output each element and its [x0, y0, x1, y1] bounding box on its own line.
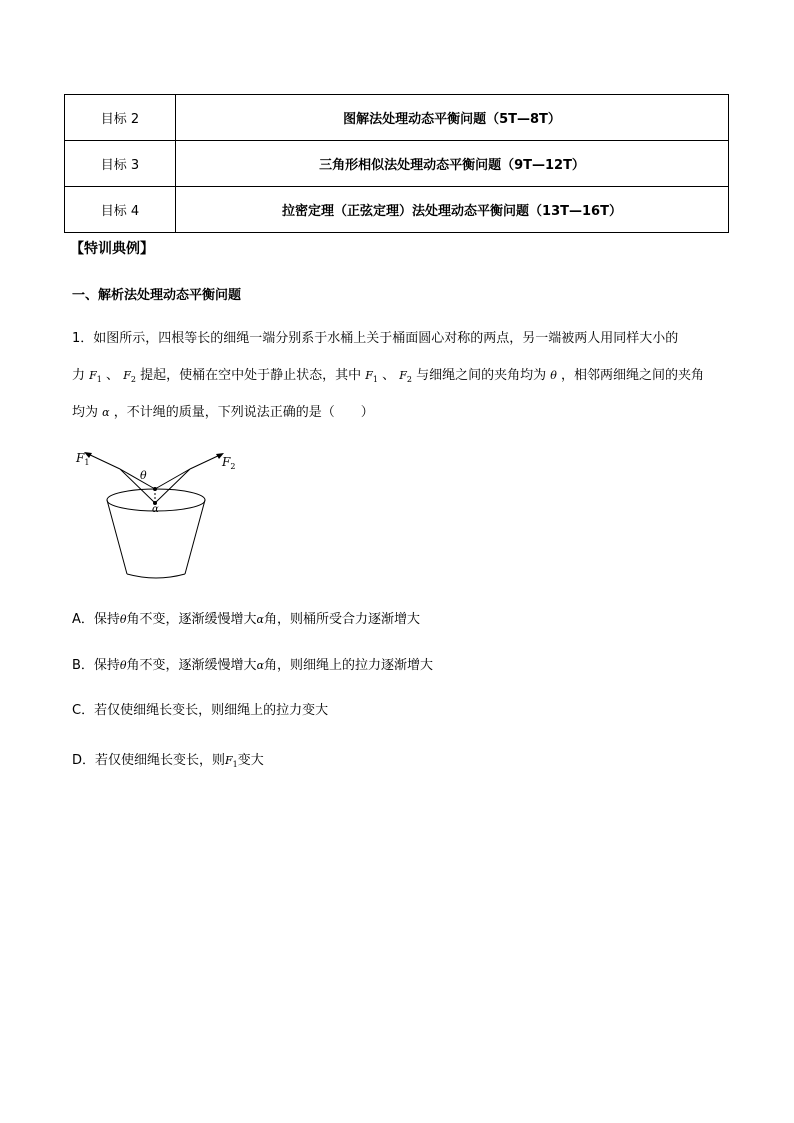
section-tag: 【特训典例】: [70, 241, 154, 257]
force-f2-arrow: [190, 454, 222, 469]
table-row: [65, 187, 729, 233]
symbol-f2: [123, 369, 136, 385]
question-text: 1．如图所示，四根等长的细绳一端分别系于水桶上关于桶面圆心对称的两点，另一端被两人用同样大小的: [72, 331, 679, 346]
symbol-theta: θ: [119, 613, 127, 626]
label-alpha: α: [152, 504, 159, 515]
goal-content: 三角形相似法处理动态平衡问题（9T—12T）: [176, 141, 729, 187]
symbol-alpha: α: [102, 406, 110, 419]
option-text: 变大: [237, 753, 264, 768]
goal-content: 图解法处理动态平衡问题（5T—8T）: [176, 95, 729, 141]
attach-point-back: [153, 487, 157, 491]
option-a[interactable]: [72, 610, 420, 630]
option-text: D．若仅使细绳长变长，则: [72, 753, 226, 768]
table-row: [65, 141, 729, 187]
symbol-text: F: [225, 754, 233, 767]
symbol-text: F: [399, 369, 407, 382]
option-text: A．保持: [72, 612, 120, 627]
goal-label: 目标 2: [65, 95, 176, 141]
option-c[interactable]: [72, 701, 328, 721]
symbol-f1: [89, 369, 102, 385]
option-b[interactable]: [72, 656, 433, 676]
option-text: B．保持: [72, 658, 120, 673]
question-text: 、: [382, 368, 396, 383]
bucket-side-right: [185, 500, 205, 574]
symbol-subscript: 2: [130, 375, 136, 385]
label-theta: θ: [140, 469, 147, 482]
goals-table: [64, 94, 729, 233]
question-line-1: [72, 329, 732, 349]
option-text: 角不变，逐渐缓慢增大: [126, 658, 257, 673]
goal-label: 目标 3: [65, 141, 176, 187]
option-text: 角，则细绳上的拉力逐渐增大: [264, 658, 434, 673]
label-f1: $F_1$: [76, 451, 90, 467]
symbol-text: F: [365, 369, 373, 382]
question-text: 力: [72, 368, 86, 383]
goal-content: 拉密定理（正弦定理）法处理动态平衡问题（13T—16T）: [176, 187, 729, 233]
symbol-subscript: 1: [96, 375, 102, 385]
goal-label: 目标 4: [65, 187, 176, 233]
label-f2: $F_2$: [222, 455, 236, 471]
table-row: [65, 95, 729, 141]
question-line-3: [72, 403, 732, 423]
section-heading: 一、解析法处理动态平衡问题: [72, 288, 242, 303]
bucket-figure: [72, 446, 242, 584]
symbol-subscript: 1: [232, 760, 238, 770]
question-text: ，不计绳的质量，下列说法正确的是（ ）: [113, 405, 374, 420]
symbol-f2: [399, 369, 412, 385]
bucket-bottom: [127, 574, 185, 578]
option-text: 角不变，逐渐缓慢增大: [126, 612, 257, 627]
symbol-theta: θ: [550, 369, 557, 382]
force-f1-arrow: [86, 453, 120, 469]
symbol-subscript: 1: [372, 375, 378, 385]
option-text: C．若仅使细绳长变长，则细绳上的拉力变大: [72, 703, 329, 718]
question-text: 与细绳之间的夹角均为: [416, 368, 547, 383]
symbol-text: F: [123, 369, 131, 382]
bucket-side-left: [107, 500, 127, 574]
option-text: 角，则桶所受合力逐渐增大: [263, 612, 420, 627]
symbol-subscript: 2: [406, 375, 412, 385]
symbol-alpha: α: [256, 659, 264, 672]
question-text: 提起，使桶在空中处于静止状态，其中: [140, 368, 362, 383]
symbol-theta: θ: [119, 659, 127, 672]
option-d[interactable]: [72, 751, 264, 775]
symbol-f1: [225, 754, 238, 770]
question-text: ，相邻两细绳之间的夹角: [561, 368, 705, 383]
question-text: 、: [106, 368, 120, 383]
symbol-alpha: α: [256, 613, 264, 626]
question-text: 均为: [72, 405, 99, 420]
question-line-2: [72, 366, 732, 390]
symbol-text: F: [89, 369, 97, 382]
symbol-f1: [365, 369, 378, 385]
